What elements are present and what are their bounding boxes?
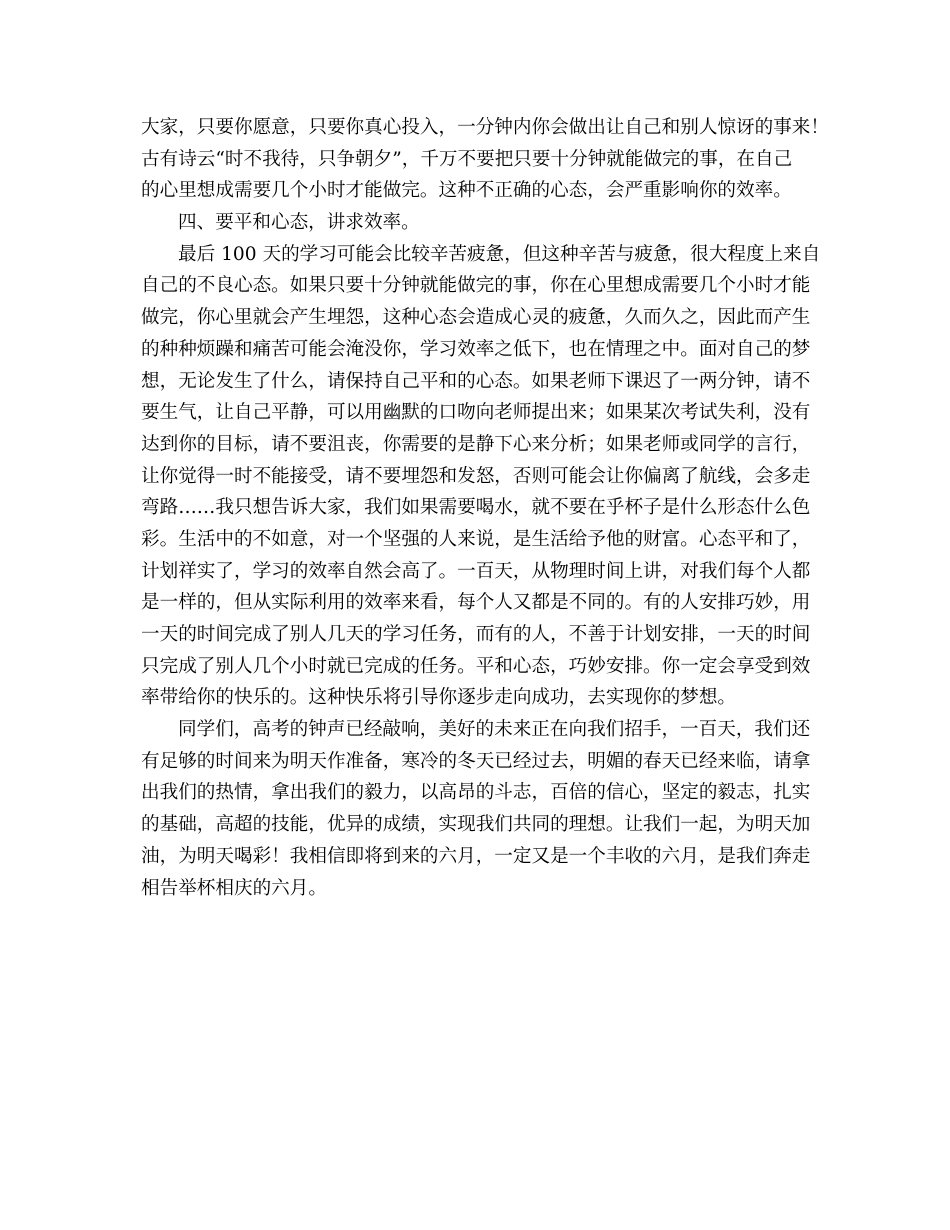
text-line: 计划祥实了，学习的效率自然会高了。一百天，从物理时间上讲，对我们每个人都	[141, 560, 811, 582]
text-line: 古有诗云“时不我待，只争朝夕”，千万不要把只要十分钟就能做完的事，在自己	[141, 148, 793, 170]
text-line: 的基础，高超的技能，优异的成绩，实现我们共同的理想。让我们一起，为明天加	[141, 814, 811, 836]
section-heading: 四、要平和心态，讲求效率。	[178, 212, 420, 234]
text-line: 大家，只要你愿意，只要你真心投入，一分钟内你会做出让自己和别人惊讶的事来！	[141, 117, 829, 138]
text-line: 要生气，让自己平静，可以用幽默的口吻向老师提出来；如果某次考试失利，没有	[141, 402, 811, 424]
text-line: 出我们的热情，拿出我们的毅力，以高昂的斗志，百倍的信心，坚定的毅志，扎实	[141, 782, 811, 804]
text-line: 一天的时间完成了别人几天的学习任务，而有的人，不善于计划安排，一天的时间	[141, 624, 811, 645]
text-line: 的种种烦躁和痛苦可能会淹没你，学习效率之低下，也在情理之中。面对自己的梦	[141, 338, 811, 360]
text-line: 油，为明天喝彩！我相信即将到来的六月，一定又是一个丰收的六月，是我们奔走	[141, 845, 811, 867]
text-line: 彩。生活中的不如意，对一个坚强的人来说，是生活给予他的财富。心态平和了，	[141, 528, 811, 550]
text-line: 弯路……我只想告诉大家，我们如果需要喝水，就不要在乎杯子是什么形态什么色	[141, 497, 811, 519]
text-line: 达到你的目标，请不要沮丧，你需要的是静下心来分析；如果老师或同学的言行，	[141, 433, 811, 455]
text-line: 是一样的，但从实际利用的效率来看，每个人又都是不同的。有的人安排巧妙，用	[141, 592, 811, 614]
text-line: 只完成了别人几个小时就已完成的任务。平和心态，巧妙安排。你一定会享受到效	[141, 655, 811, 677]
text-line: 最后 100 天的学习可能会比较辛苦疲惫，但这种辛苦与疲惫，很大程度上来自	[178, 243, 821, 265]
document-body	[141, 112, 829, 904]
text-line: 做完，你心里就会产生埋怨，这种心态会造成心灵的疲惫，久而久之，因此而产生	[141, 307, 811, 329]
text-line: 让你觉得一时不能接受，请不要埋怨和发怒，否则可能会让你偏离了航线，会多走	[141, 465, 811, 487]
text-line: 相告举杯相庆的六月。	[141, 877, 327, 899]
text-line: 自己的不良心态。如果只要十分钟就能做完的事，你在心里想成需要几个小时才能	[141, 275, 811, 297]
text-line: 率带给你的快乐的。这种快乐将引导你逐步走向成功，去实现你的梦想。	[141, 687, 737, 709]
text-line: 有足够的时间来为明天作准备，寒冷的冬天已经过去，明媚的春天已经来临，请拿	[141, 750, 811, 772]
text-line: 想，无论发生了什么，请保持自己平和的心态。如果老师下课迟了一两分钟，请不	[141, 370, 811, 392]
text-line: 的心里想成需要几个小时才能做完。这种不正确的心态，会严重影响你的效率。	[141, 180, 792, 202]
text-line: 同学们，高考的钟声已经敲响，美好的未来正在向我们招手，一百天，我们还	[178, 719, 811, 741]
